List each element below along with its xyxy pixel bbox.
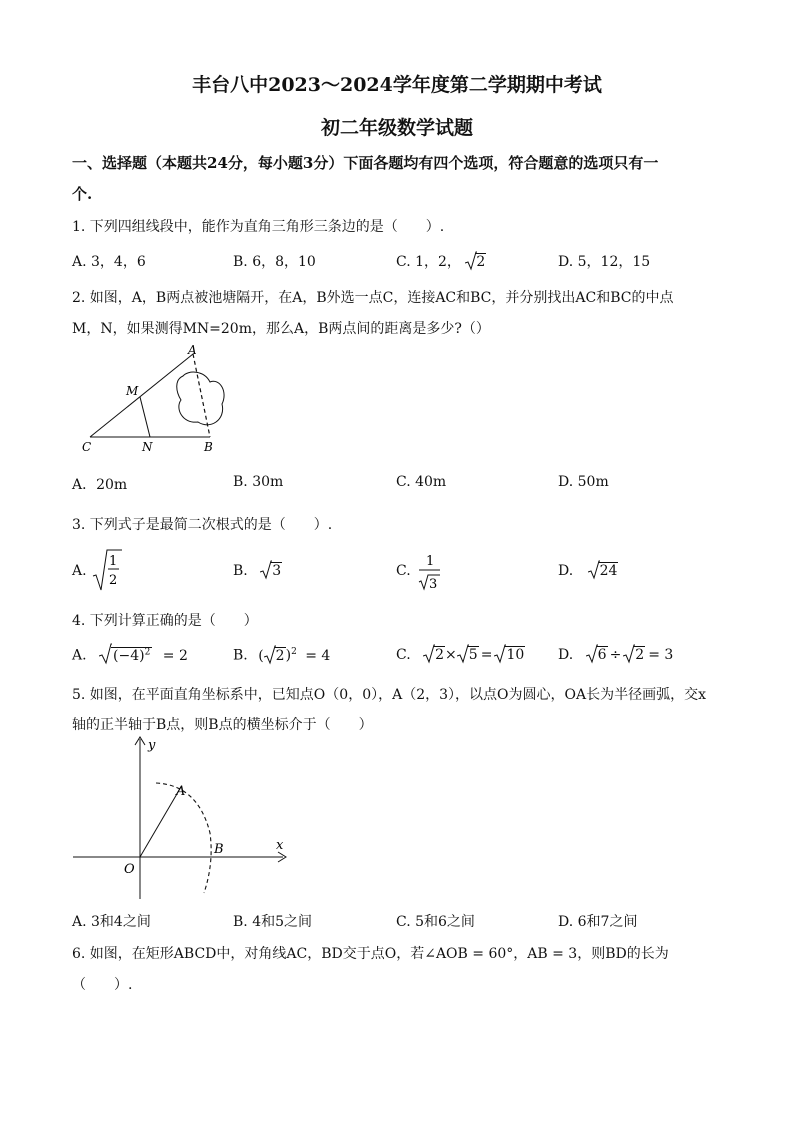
q3-option-c-math [416, 550, 446, 592]
q4-c-sqrt-2 [457, 647, 479, 663]
q3-option-b-text: B. [233, 563, 248, 579]
q5-coordinate-figure [68, 733, 294, 903]
q4-option-b-text: B. [233, 647, 248, 664]
radical-sign-icon [494, 644, 506, 664]
q2-option-b[interactable]: B. 30m [233, 474, 284, 490]
question-1-stem: 1. 下列四组线段中，能作为直角三角形三条边的是（ ）. [72, 219, 445, 235]
q3-option-d-sqrt [588, 563, 619, 579]
question-3-stem: 3. 下列式子是最简二次根式的是（ ）. [72, 517, 333, 533]
q4-d-sqrt-2 [623, 647, 645, 663]
q1-option-d[interactable]: D. 5，12，15 [558, 254, 651, 270]
q3-option-d-text: D. [558, 563, 574, 579]
q3-option-b[interactable] [233, 563, 282, 579]
radical-sign-icon [465, 251, 477, 271]
q4-option-c[interactable] [396, 647, 525, 663]
q3-option-c-label[interactable]: C. [396, 563, 411, 579]
q4-option-c-text: C. [396, 647, 411, 663]
section-heading-line2: 个. [72, 185, 93, 203]
q3-a-numerator: 1 [109, 554, 118, 569]
section-heading-line1: 一、选择题（本题共24分，每小题3分）下面各题均有四个选项，符合题意的选项只有一 [72, 154, 659, 172]
q3-option-a-label[interactable]: A. [72, 563, 87, 579]
q3-a-denominator: 2 [109, 573, 118, 588]
question-6-stem-line2: （ ）. [72, 977, 133, 993]
q3-option-a-math [92, 548, 124, 592]
exam-subtitle: 初二年级数学试题 [320, 117, 473, 139]
q4-option-a-sqrt [99, 647, 152, 664]
q3-c-denominator: 3 [429, 577, 438, 592]
q3-option-d-radicand: 24 [599, 563, 618, 579]
q4-c-sqrt-1 [423, 647, 445, 663]
q4-option-a-text: A. [72, 647, 87, 664]
q4-c-times: × [445, 647, 457, 663]
q4-c-radicand-2: 5 [468, 647, 478, 663]
label-x: x [276, 838, 284, 853]
q4-d-div: ÷ [609, 647, 622, 663]
q3-option-b-radicand: 3 [272, 563, 282, 579]
radical-sign-icon [99, 643, 112, 665]
question-4-stem: 4. 下列计算正确的是（ ） [72, 613, 258, 629]
segment-oa [140, 787, 181, 857]
q4-option-a[interactable] [72, 647, 188, 664]
q4-c-sqrt-3 [494, 647, 525, 663]
q4-c-radicand-1: 2 [435, 647, 445, 663]
question-5-stem-line2: 轴的正半轴于B点，则B点的横坐标介于（ ） [72, 717, 373, 733]
q2-option-c[interactable]: C. 40m [396, 474, 447, 490]
q4-option-b-sqrt [264, 648, 286, 664]
label-c: C [82, 440, 92, 454]
radical-sign-icon [457, 644, 469, 664]
exam-title: 丰台八中2023～2024学年度第二学期期中考试 [192, 74, 602, 96]
radical-sign-icon [623, 644, 635, 664]
pond-shape [177, 372, 224, 425]
segment-mn [140, 397, 150, 437]
q4-a-exponent: 2 [144, 647, 151, 657]
q4-a-inner: (−4) [113, 647, 145, 664]
question-2-stem-line1: 2. 如图，A，B两点被池塘隔开，在A，B外选一点C，连接AC和BC，并分别找出AC和BC的中点 [72, 290, 674, 306]
question-2-stem-line2: M，N，如果测得MN=20m，那么A，B两点间的距离是多少?（） [72, 321, 490, 337]
q5-option-d[interactable]: D. 6和7之间 [558, 914, 638, 930]
q4-c-eq: = [480, 647, 493, 663]
q2-option-d[interactable]: D. 50m [558, 474, 609, 490]
label-m: M [126, 384, 139, 398]
q3-c-numerator: 1 [426, 554, 435, 569]
q2-pond-figure [78, 342, 228, 457]
q1-option-c-radicand: 2 [476, 254, 486, 270]
label-o: O [124, 862, 135, 877]
q4-b-radicand: 2 [275, 647, 285, 664]
q5-option-c[interactable]: C. 5和6之间 [396, 914, 475, 930]
segment-ca [90, 354, 193, 437]
label-a: A [176, 784, 186, 799]
question-5-stem-line1: 5. 如图，在平面直角坐标系中，已知点O（0，0），A（2，3），以点O为圆心，OA长为半径画弧，交x [72, 687, 706, 703]
q4-option-b[interactable] [233, 647, 330, 664]
q5-option-a[interactable]: A. 3和4之间 [72, 914, 151, 930]
q1-option-b[interactable]: B. 6，8，10 [233, 254, 316, 270]
label-b: B [214, 842, 224, 857]
q1-option-c-text: C. 1，2， [396, 254, 461, 270]
q4-d-sqrt-1 [586, 647, 608, 663]
q4-c-radicand-3: 10 [506, 647, 525, 663]
q3-option-d[interactable] [558, 563, 618, 579]
q4-b-rhs: = 4 [305, 647, 331, 664]
q4-a-rhs: = 2 [162, 647, 188, 664]
q1-option-c[interactable] [396, 251, 486, 271]
q3-option-b-sqrt [260, 563, 282, 579]
q4-d-radicand-1: 6 [597, 647, 607, 663]
q1-option-a[interactable]: A. 3，4，6 [72, 254, 146, 270]
radical-sign-icon [93, 550, 122, 590]
q2-option-a[interactable]: A．20m [72, 477, 128, 493]
q5-option-b[interactable]: B. 4和5之间 [233, 914, 313, 930]
radical-sign-icon [588, 560, 600, 580]
q4-b-open: ( [258, 647, 264, 664]
label-y: y [148, 738, 156, 753]
segment-ab-dashed [193, 354, 210, 437]
arc-dashed [156, 783, 211, 893]
q4-option-d-text: D. [558, 647, 574, 663]
q4-b-exponent: 2 [291, 647, 297, 657]
q4-d-radicand-2: 2 [635, 647, 645, 663]
label-n: N [142, 440, 153, 454]
q1-option-c-sqrt [465, 254, 486, 270]
radical-sign-icon [586, 644, 598, 664]
radical-sign-icon [260, 560, 272, 580]
label-b: B [204, 440, 213, 454]
q4-option-a-radicand [111, 647, 152, 664]
q4-d-rhs: = 3 [648, 647, 674, 663]
radical-sign-icon [264, 645, 276, 665]
question-6-stem-line1: 6. 如图，在矩形ABCD中，对角线AC，BD交于点O，若∠AOB = 60°，AB = 3，则BD的长为 [72, 946, 669, 962]
q4-b-close: ) [285, 647, 292, 664]
q4-option-d[interactable] [558, 647, 673, 663]
radical-sign-icon [423, 644, 435, 664]
label-a: A [188, 343, 197, 357]
